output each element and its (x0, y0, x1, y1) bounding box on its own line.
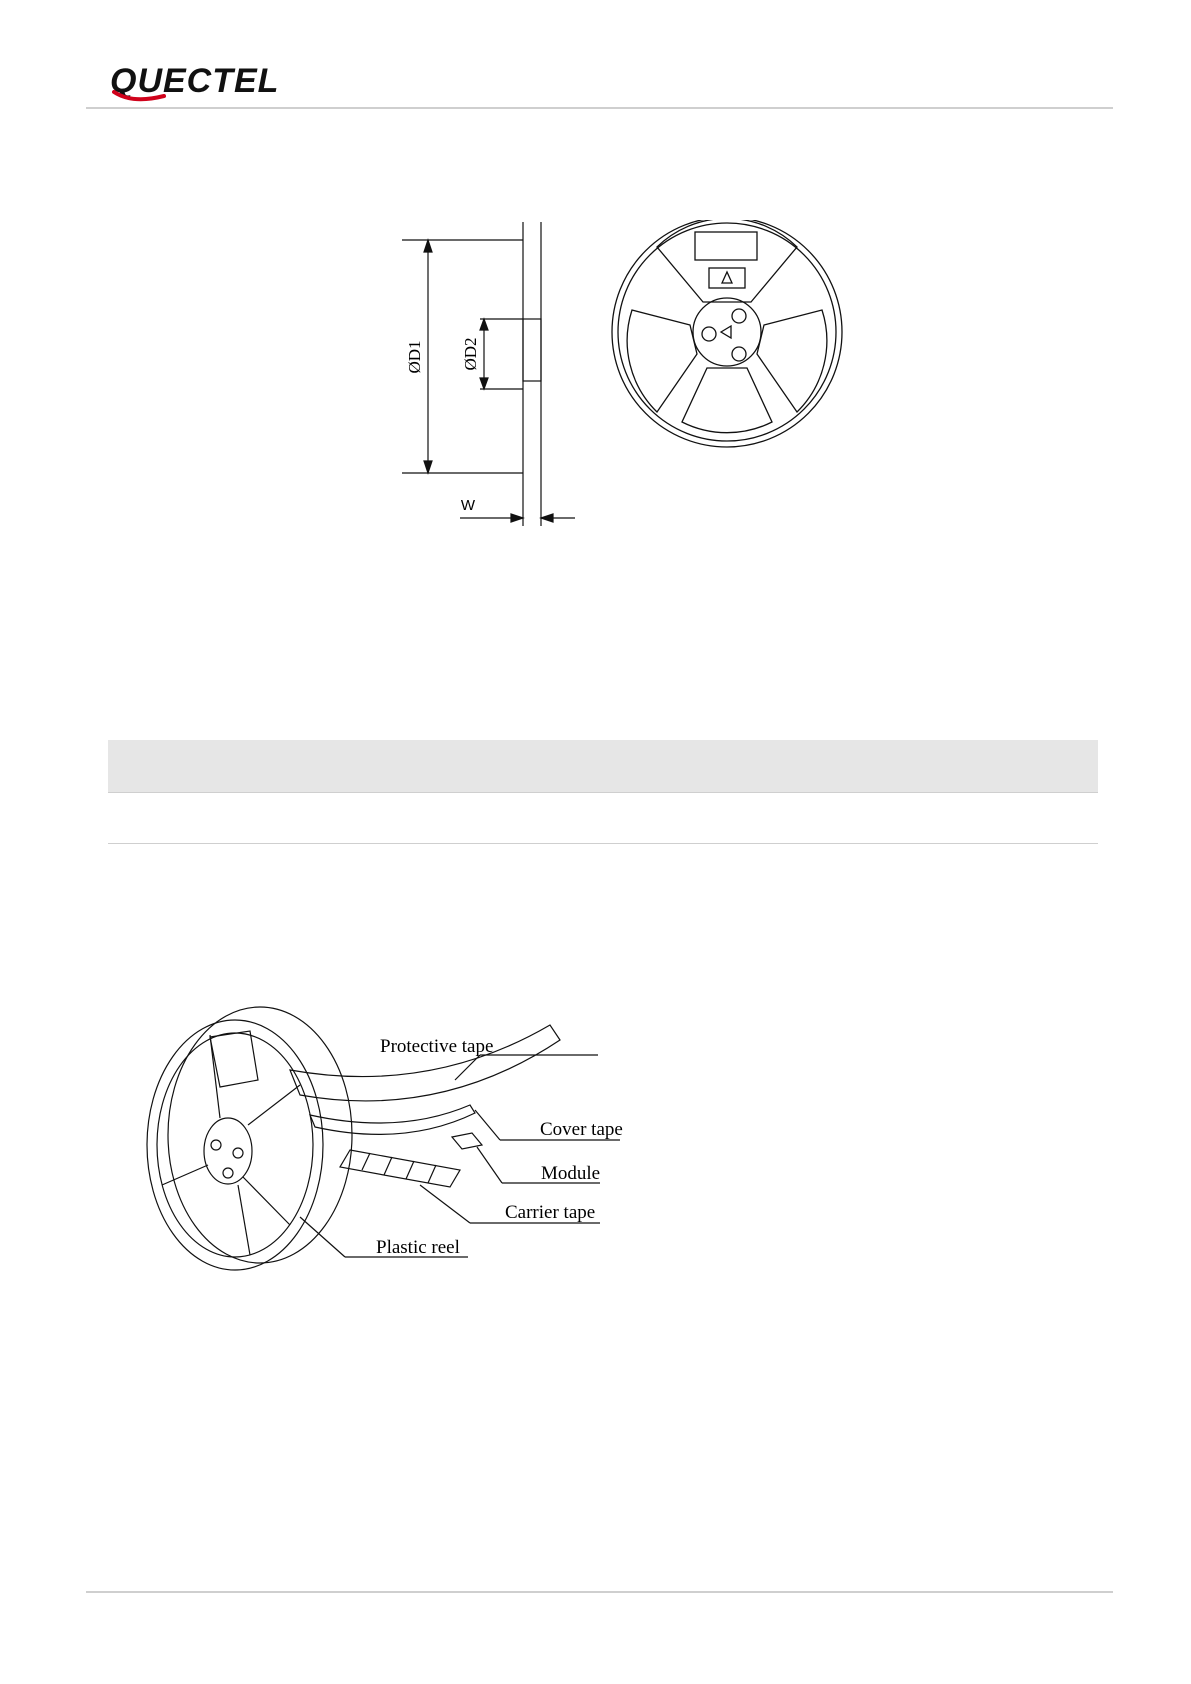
dim-d2-label: ØD2 (461, 337, 480, 371)
label-carrier-tape: Carrier tape (505, 1202, 596, 1223)
logo-swoosh-icon (112, 88, 172, 104)
dim-w-label: W (460, 497, 476, 514)
table-header-row (108, 740, 1098, 793)
reel-dimension-drawing (380, 220, 860, 540)
label-plastic-reel: Plastic reel (376, 1237, 460, 1258)
label-protective-tape: Protective tape (380, 1036, 494, 1057)
label-module: Module (541, 1163, 601, 1184)
footer-rule (86, 1591, 1113, 1593)
reel-front-view (612, 220, 842, 447)
page-header (0, 0, 1191, 115)
dim-d1-label: ØD1 (405, 340, 424, 374)
packaging-illustration (140, 985, 630, 1275)
table-row (108, 793, 1098, 844)
header-rule (86, 107, 1113, 109)
label-cover-tape: Cover tape (540, 1119, 623, 1140)
quectel-logo (110, 62, 350, 106)
reel-dimension-table (108, 740, 1098, 844)
logo-wordmark: QUECTEL (110, 62, 280, 100)
